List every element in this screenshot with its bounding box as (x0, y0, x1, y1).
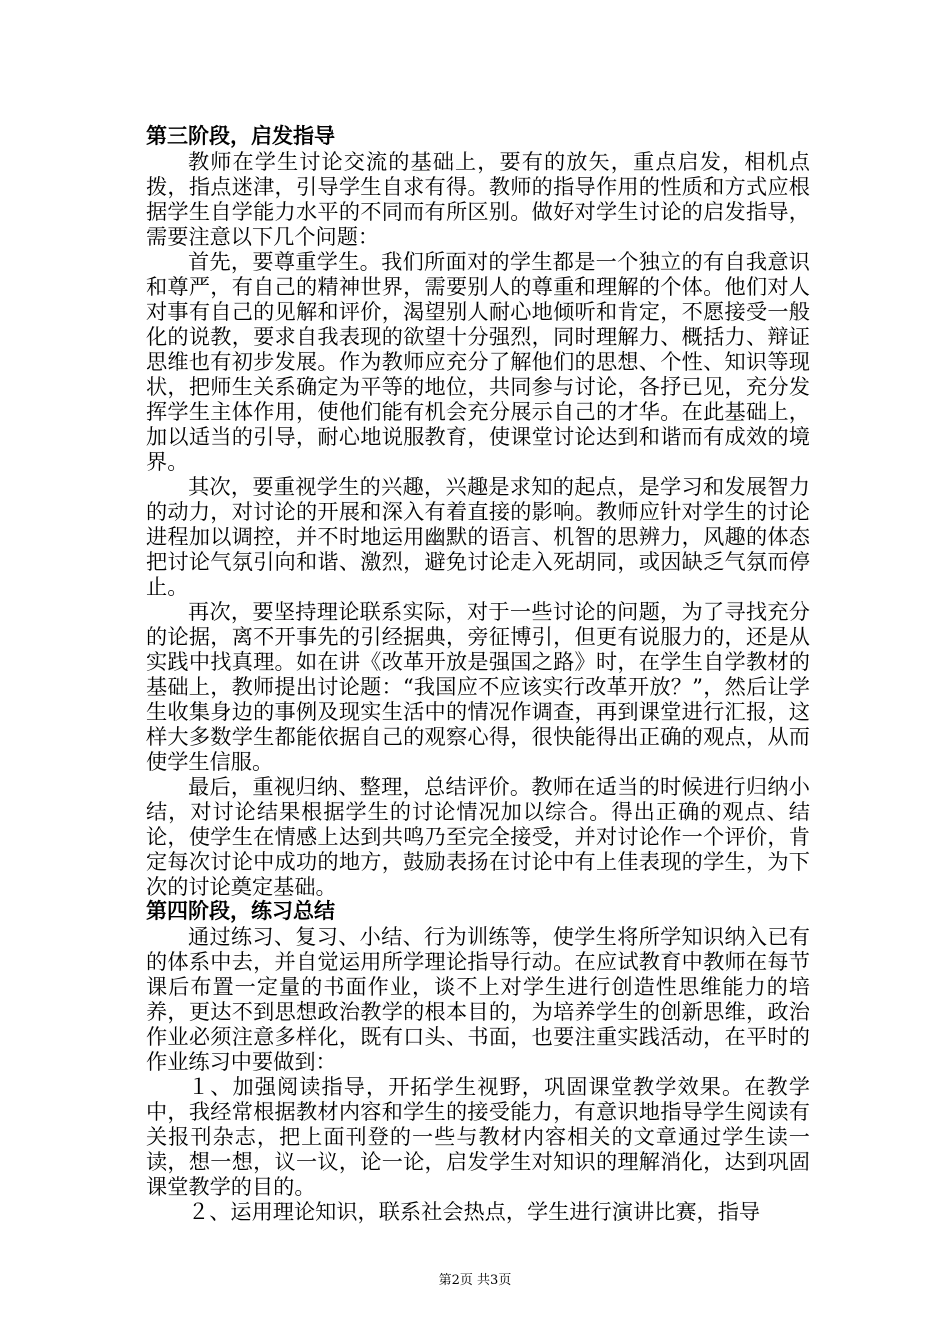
page-footer: 第2页 共3页 (438, 1273, 512, 1288)
paragraph: ２、运用理论知识，联系社会热点，学生进行演讲比赛，指导 (188, 1199, 761, 1224)
paragraph: 教师在学生讨论交流的基础上，要有的放矢，重点启发，相机点拨，指点迷津，引导学生自求有得。教师的指导作用的性质和方式应根据学生自学能力水平的不同而有所区别。做好对学生讨论的启发指导，需要注意以下几个问题： (146, 149, 810, 249)
paragraph: 通过练习、复习、小结、行为训练等，使学生将所学知识纳入已有的体系中去，并自觉运用所学理论指导行动。在应试教育中教师在每节课后布置一定量的书面作业，谈不上对学生进行创造性思维能力的培养，更达不到思想政治教学的根本目的，为培养学生的创新思维，政治作业必须注意多样化，既有口头、书面，也要注重实践活动，在平时的作业练习中要做到： (146, 924, 810, 1074)
document-page (146, 124, 810, 1224)
section-heading-stage4: 第四阶段，练习总结 (146, 899, 335, 923)
section-heading-stage3: 第三阶段，启发指导 (146, 124, 335, 148)
paragraph: 最后，重视归纳、整理，总结评价。教师在适当的时候进行归纳小结，对讨论结果根据学生的讨论情况加以综合。得出正确的观点、结论，使学生在情感上达到共鸣乃至完全接受，并对讨论作一个评价，肯定每次讨论中成功的地方，鼓励表扬在讨论中有上佳表现的学生，为下次的讨论奠定基础。 (146, 774, 810, 899)
paragraph: 首先，要尊重学生。我们所面对的学生都是一个独立的有自我意识和尊严，有自己的精神世界，需要别人的尊重和理解的个体。他们对人对事有自己的见解和评价，渴望别人耐心地倾听和肯定，不愿接受一般化的说教，要求自我表现的欲望十分强烈，同时理解力、概括力、辩证思维也有初步发展。作为教师应充分了解他们的思想、个性、知识等现状，把师生关系确定为平等的地位，共同参与讨论，各抒已见，充分发挥学生主体作用，使他们能有机会充分展示自己的才华。在此基础上，加以适当的引导，耐心地说服教育，使课堂讨论达到和谐而有成效的境界。 (146, 249, 810, 474)
paragraph: 再次，要坚持理论联系实际，对于一些讨论的问题，为了寻找充分的论据，离不开事先的引经据典，旁征博引，但更有说服力的，还是从实践中找真理。如在讲《改革开放是强国之路》时，在学生自学教材的基础上，教师提出讨论题：“我国应不应该实行改革开放？”，然后让学生收集身边的事例及现实生活中的情况作调查，再到课堂进行汇报，这样大多数学生都能依据自己的观察心得，很快能得出正确的观点，从而使学生信服。 (146, 599, 810, 774)
paragraph: １、加强阅读指导，开拓学生视野，巩固课堂教学效果。在教学中，我经常根据教材内容和学生的接受能力，有意识地指导学生阅读有关报刊杂志，把上面刊登的一些与教材内容相关的文章通过学生读一读，想一想，议一议，论一论，启发学生对知识的理解消化，达到巩固课堂教学的目的。 (146, 1074, 810, 1199)
paragraph: 其次，要重视学生的兴趣，兴趣是求知的起点，是学习和发展智力的动力，对讨论的开展和深入有着直接的影响。教师应针对学生的讨论进程加以调控，并不时地运用幽默的语言、机智的思辨力，风趣的体态把讨论气氛引向和谐、激烈，避免讨论走入死胡同，或因缺乏气氛而停止。 (146, 474, 810, 599)
